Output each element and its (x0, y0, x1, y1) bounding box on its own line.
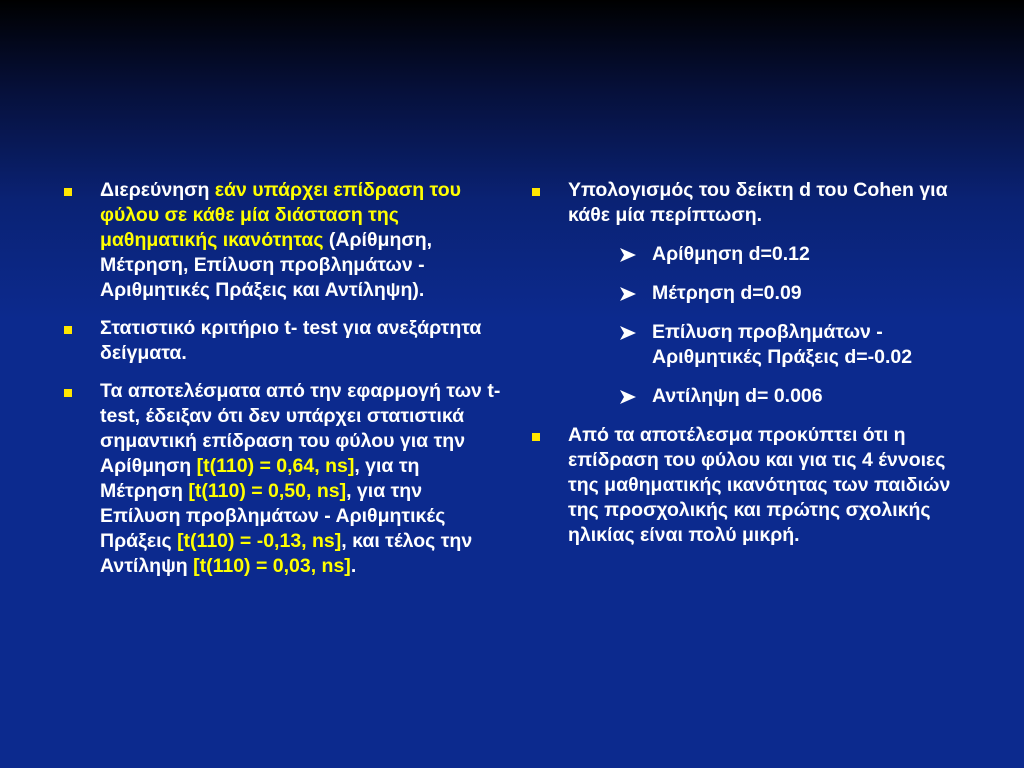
highlight-span: [t(110) = 0,50, ns] (188, 480, 347, 502)
sub-bullet-text: Αρίθμηση d=0.12 (652, 243, 810, 265)
highlight-span: [t(110) = 0,03, ns] (193, 555, 351, 577)
sub-bullet-text: Αντίληψη d= 0.006 (652, 385, 823, 407)
square-bullet-icon (64, 326, 72, 334)
sub-bullet-item (568, 384, 970, 409)
text-span: . (350, 555, 357, 577)
left-bullet-list (62, 178, 502, 579)
text-span: Στατιστικό κριτήριο t- test για ανεξάρτητα δείγματα. (100, 317, 482, 364)
sub-bullet-list (568, 242, 970, 409)
bullet-text: Υπολογισμός του δείκτη d του Cohen για κάθε μία περίπτωση. (568, 179, 948, 226)
square-bullet-icon (532, 433, 540, 441)
square-bullet-icon (64, 389, 72, 397)
sub-bullet-item (568, 242, 970, 267)
text-span: Διερεύνηση (100, 179, 215, 201)
sub-bullet-item (568, 320, 970, 370)
bullet-text (100, 317, 481, 364)
left-bullet-1 (62, 178, 502, 303)
text-span: , για τη Μέτρηση (100, 455, 420, 502)
text-span: , για την Επίλυση προβλημάτων - Αριθμητικές Πράξεις (100, 480, 446, 552)
sub-bullet-item (568, 281, 970, 306)
bullet-text (100, 179, 461, 301)
square-bullet-icon (532, 188, 540, 196)
arrow-bullet-icon (620, 326, 636, 340)
arrow-bullet-icon (620, 248, 636, 262)
left-column (62, 178, 502, 592)
text-span: (Αρίθμηση, Μέτρηση, Επίλυση προβλημάτων - Αριθμητικές Πράξεις και Αντίληψη). (100, 229, 433, 301)
text-span: Τα αποτελέσματα από την εφαρμογή των t-test, έδειξαν ότι δεν υπάρχει στατιστικά σημαντική επίδραση του φύλου για την Αρίθμηση (100, 380, 501, 477)
square-bullet-icon (64, 188, 72, 196)
sub-bullet-text: Επίλυση προβλημάτων - Αριθμητικές Πράξεις d=-0.02 (652, 321, 913, 368)
text-span: , και τέλος την Αντίληψη (100, 530, 473, 577)
right-column (530, 178, 970, 561)
left-bullet-2 (62, 316, 502, 366)
arrow-bullet-icon (620, 287, 636, 301)
left-bullet-3 (62, 379, 502, 579)
bullet-text: Από τα αποτέλεσμα προκύπτει ότι η επίδραση του φύλου και για τις 4 έννοιες της μαθηματικής ικανότητας των παιδιών της προσχολικής και πρώτης σχολικής ηλικίας είναι πολύ μικρή. (568, 424, 951, 546)
right-bullet-conclusion (530, 423, 970, 548)
highlight-span: [t(110) = -0,13, ns] (177, 530, 342, 552)
highlight-span: [t(110) = 0,64, ns] (196, 455, 355, 477)
right-bullet-list (530, 178, 970, 548)
right-bullet-intro (530, 178, 970, 409)
highlight-span: εάν υπάρχει επίδραση του φύλου σε κάθε μία διάσταση της μαθηματικής ικανότητας (100, 179, 461, 251)
sub-bullet-text: Μέτρηση d=0.09 (652, 282, 802, 304)
bullet-text (100, 380, 500, 577)
arrow-bullet-icon (620, 390, 636, 404)
